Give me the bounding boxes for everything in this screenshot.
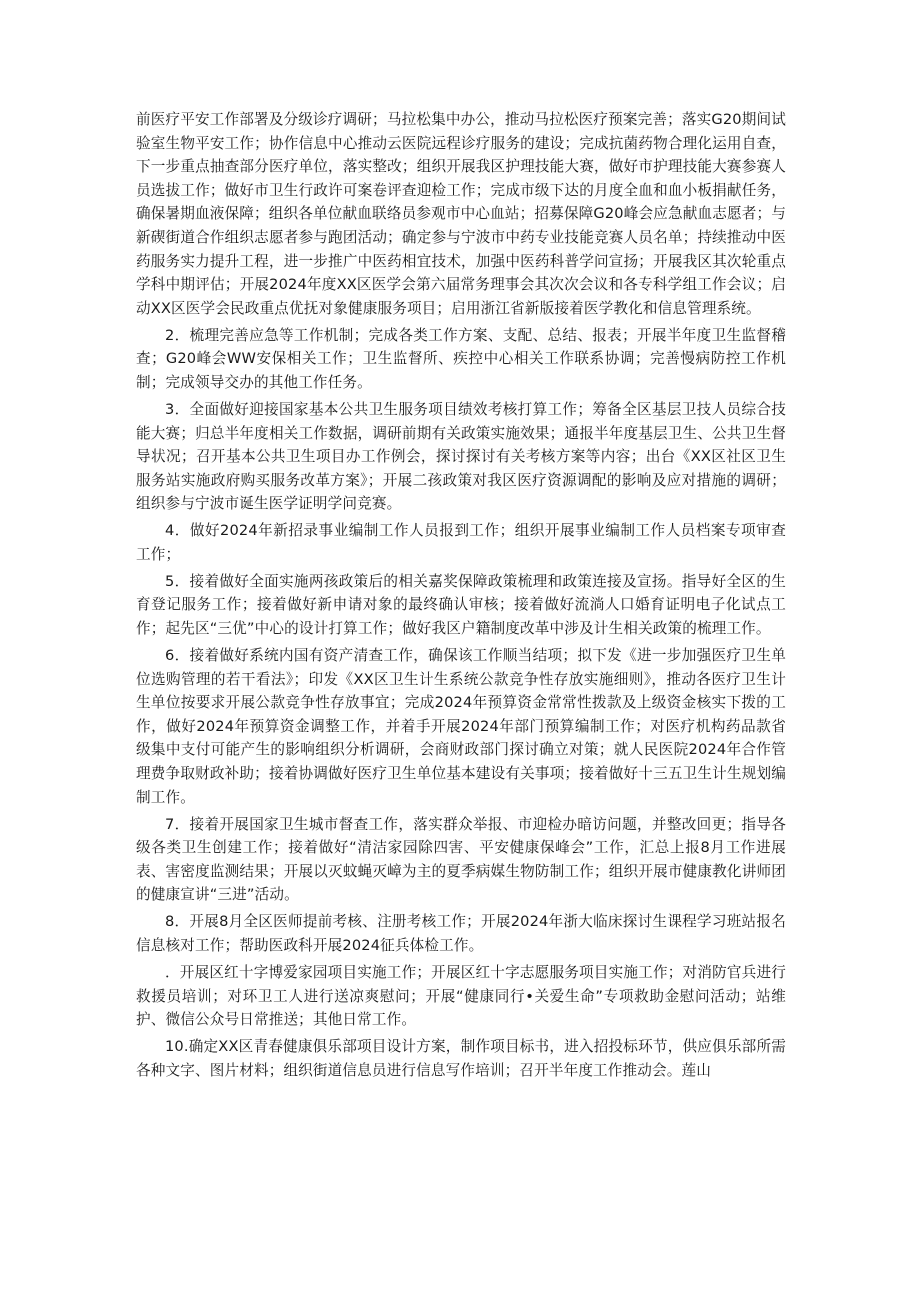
paragraph-item-6: 6．接着做好系统内国有资产清查工作，确保该工作顺当结项；拟下发《进一步加强医疗卫生单位选购管理的若干看法》；印发《XX区卫生计生系统公款竞争性存放实施细则》，推动各医疗卫生计生单位按要求开展公款竞争性存放事宜；完成2024年预算资金常常性拨款及上级资金核实下拨的工作，做好2024年预算资金调整工作，并着手开展2024年部门预算编制工作；对医疗机构药品款省级集中支付可能产生的影响组织分析调研，会商财政部门探讨确立对策；就人民医院2024年合作管理费争取财政补助；接着协调做好医疗卫生单位基本建设有关事项；接着做好十三五卫生计生规划编制工作。	[136, 647, 786, 806]
paragraph-item-8: 8．开展8月全区医师提前考核、注册考核工作；开展2024年浙大临床探讨生课程学习班站报名信息核对工作；帮助医政科开展2024征兵体检工作。	[136, 913, 786, 954]
paragraph-item-10: 10.确定XX区青春健康俱乐部项目设计方案，制作项目标书，进入招投标环节，供应俱乐部所需各种文字、图片材料；组织街道信息员进行信息写作培训；召开半年度工作推动会。莲山	[136, 1038, 786, 1079]
paragraph-item-4: 4．做好2024年新招录事业编制工作人员报到工作；组织开展事业编制工作人员档案专项审查工作；	[136, 522, 786, 563]
paragraph-item-7: 7．接着开展国家卫生城市督查工作，落实群众举报、市迎检办暗访问题，并整改回更；指导各级各类卫生创建工作；接着做好“清洁家园除四害、平安健康保峰会”工作，汇总上报8月工作进展表、害密度监测结果；开展以灭蚊蝇灭嶂为主的夏季病媒生物防制工作；组织开展市健康教化讲师团的健康宣讲“三进”活动。	[136, 815, 786, 904]
paragraph-item-3: 3．全面做好迎接国家基本公共卫生服务项目绩效考核打算工作；筹备全区基层卫技人员综合技能大赛；归总半年度相关工作数据，调研前期有关政策实施效果；通报半年度基层卫生、公共卫生督导状况；召开基本公共卫生项目办工作例会，探讨探讨有关考核方案等内容；出台《XX区社区卫生服务站实施政府购买服务改革方案》；开展二孩政策对我区医疗资源调配的影响及应对措施的调研；组织参与宁波市诞生医学证明学问竞赛。	[136, 400, 786, 513]
document-page	[136, 108, 786, 1086]
paragraph-item-9: ．开展区红十字博爱家园项目实施工作；开展区红十字志愿服务项目实施工作；对消防官兵进行救援员培训；对环卫工人进行送凉爽慰问；开展“健康同行•关爱生命”专项救助金慰问活动；站维护、微信公众号日常推送；其他日常工作。	[136, 963, 786, 1029]
paragraph-item-5: 5．接着做好全面实施两孩政策后的相关嘉奖保障政策梳理和政策连接及宣扬。指导好全区的生育登记服务工作；接着做好新申请对象的最终确认审核；接着做好流淌人口婚育证明电子化试点工作；起先区“三优”中心的设计打算工作；做好我区户籍制度改革中涉及计生相关政策的梳理工作。	[136, 572, 786, 638]
paragraph-item-2: 2．梳理完善应急等工作机制；完成各类工作方案、支配、总结、报表；开展半年度卫生监督稽查；G20峰会WW安保相关工作；卫生监督所、疾控中心相关工作联系协调；完善慢病防控工作机制；完成领导交办的其他工作任务。	[136, 326, 786, 391]
paragraph-intro: 前医疗平安工作部署及分级诊疗调研；马拉松集中办公，推动马拉松医疗预案完善；落实G20期间试验室生物平安工作；协作信息中心推动云医院远程诊疗服务的建设；完成抗菌药物合理化运用自查，下一步重点抽查部分医疗单位，落实整改；组织开展我区护理技能大赛，做好市护理技能大赛参赛人员选拔工作；做好市卫生行政许可案卷评查迎检工作；完成市级下达的月度全血和血小板捐献任务，确保暑期血液保障；组织各单位献血联络员参观市中心血站；招募保障G20峰会应急献血志愿者；与新碶街道合作组织志愿者参与跑团活动；确定参与宁波市中药专业技能竞赛人员名单；持续推动中医药服务实力提升工程，进一步推广中医药相宜技术，加强中医药科普学问宣扬；开展我区其次轮重点学科中期评估；开展2024年度XX区医学会第六届常务理事会其次次会议和各专科学组工作会议；启动XX区医学会民政重点优抚对象健康服务项目；启用浙江省新版接着医学教化和信息管理系统。	[136, 111, 786, 317]
